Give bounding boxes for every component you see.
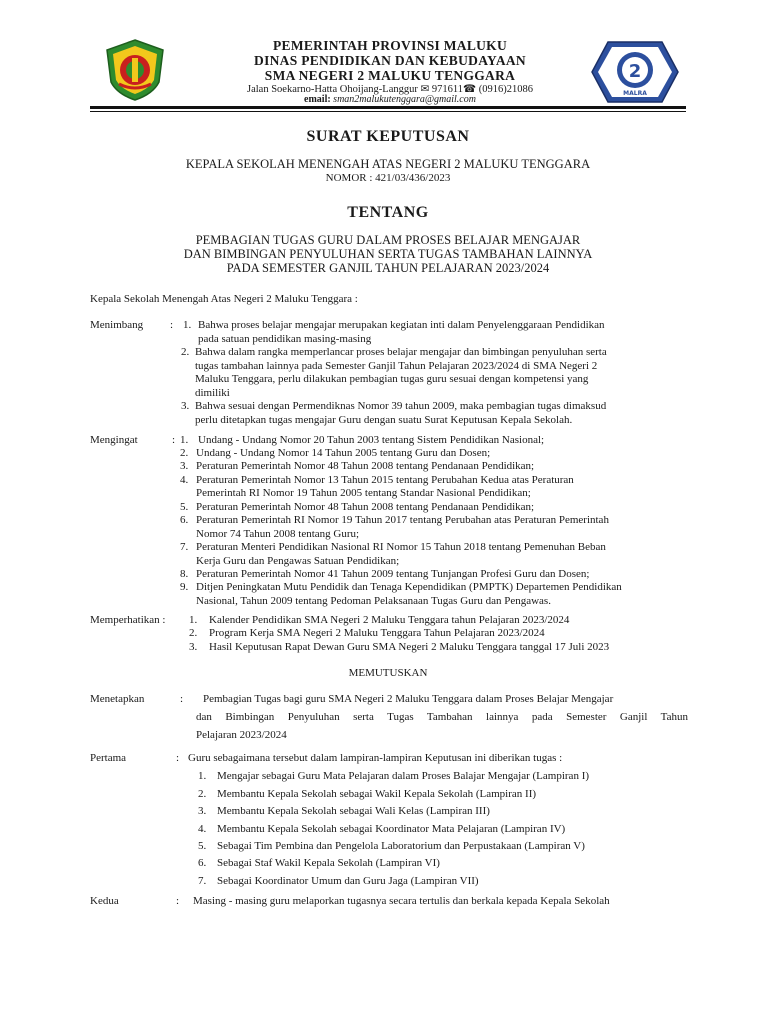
mengingat-num-4: 4. [180,474,189,486]
mengingat-item-8: Peraturan Pemerintah Nomor 41 Tahun 2009 tentang Tunjangan Profesi Guru dan Dosen; [196,568,590,580]
menimbang-item-1: Bahwa proses belajar mengajar merupakan kegiatan inti dalam Penyelenggaraan Pendidikan [198,319,605,331]
pertama-num-5: 5. [198,840,207,852]
mengingat-item-1: Undang - Undang Nomor 20 Tahun 2003 tentang Sistem Pendidikan Nasional; [198,434,545,446]
menimbang-num-1: 1. [183,319,192,331]
mengingat-item-7-cont: Kerja Guru dan Pengawas Satuan Pendidikan; [196,555,400,567]
memperhatikan-num-3: 3. [189,641,198,653]
tentang-heading: TENTANG [347,204,429,221]
memperhatikan-item-2: Program Kerja SMA Negeri 2 Maluku Tenggara Tahun Pelajaran 2023/2024 [209,627,545,639]
mengingat-num-9: 9. [180,581,189,593]
kedua-label: Kedua [90,895,119,907]
mengingat-num-5: 5. [180,501,189,513]
school-emblem-logo [590,40,680,104]
mengingat-item-4-cont: Pemerintah RI Nomor 19 Tahun 2005 tentang Standar Nasional Pendidikan; [196,487,531,499]
issuer-line: KEPALA SEKOLAH MENENGAH ATAS NEGERI 2 MALUKU TENGGARA [185,157,591,171]
pertama-item-4: Membantu Kepala Sekolah sebagai Koordinator Mata Pelajaran (Lampiran IV) [217,823,566,835]
memperhatikan-label: Memperhatikan : [90,614,166,626]
mengingat-item-6: Peraturan Pemerintah RI Nomor 19 Tahun 2017 tentang Perubahan atas Peraturan Pemerintah [196,514,609,526]
pertama-item-2: Membantu Kepala Sekolah sebagai Wakil Kepala Sekolah (Lampiran II) [217,788,537,800]
memutuskan-heading: MEMUTUSKAN [348,667,428,679]
intro-statement: Kepala Sekolah Menengah Atas Negeri 2 Maluku Tenggara : [90,293,358,305]
mengingat-colon: : [172,434,176,446]
pertama-num-3: 3. [198,805,207,817]
mengingat-item-7: Peraturan Menteri Pendidikan Nasional RI Nomor 15 Tahun 2018 tentang Pemenuhan Beban [196,541,606,553]
email-label: email: [304,94,331,105]
letterhead-department: DINAS PENDIDIKAN DAN KEBUDAYAAN [254,53,526,68]
mengingat-item-4: Peraturan Pemerintah Nomor 13 Tahun 2015 tentang Perubahan Kedua atas Peraturan [196,474,574,486]
header-rule-thick [90,106,686,109]
menimbang-num-2: 2. [181,346,190,358]
subject-line-3: PADA SEMESTER GANJIL TAHUN PELAJARAN 2023/2024 [226,261,550,275]
subject-line-1: PEMBAGIAN TUGAS GURU DALAM PROSES BELAJAR MENGAJAR [195,233,581,247]
pertama-num-4: 4. [198,823,207,835]
mengingat-num-3: 3. [180,460,189,472]
mengingat-item-9-cont: Nasional, Tahun 2009 tentang Pedoman Pelaksanaan Tugas Guru dan Pengawas. [196,595,551,607]
letterhead-address: Jalan Soekarno-Hatta Ohoijang-Langgur ✉ 971611☎ (0916)21086 [247,84,533,95]
kedua-text: Masing - masing guru melaporkan tugasnya secara tertulis dan berkala kepada Kepala Sekolah [193,895,610,907]
memperhatikan-item-3: Hasil Keputusan Rapat Dewan Guru SMA Negeri 2 Maluku Tenggara tanggal 17 Juli 2023 [209,641,610,653]
menimbang-item-3-cont: perlu ditetapkan tugas mengajar Guru dengan suatu Surat Keputusan Kepala Sekolah. [195,414,573,426]
pertama-colon: : [176,752,180,764]
memperhatikan-num-1: 1. [189,614,198,626]
pertama-item-7: Sebagai Koordinator Umum dan Guru Jaga (Lampiran VII) [217,875,479,887]
letterhead-government: PEMERINTAH PROVINSI MALUKU [272,38,508,53]
menetapkan-line-3: Pelajaran 2023/2024 [196,729,287,741]
pertama-item-5: Sebagai Tim Pembina dan Pengelola Laboratorium dan Perpustakaan (Lampiran V) [217,840,585,852]
menimbang-item-2-cont-2: Maluku Tenggara, perlu dilakukan pembagian tugas guru sesuai dengan kompetensi yang [195,373,589,385]
pertama-num-2: 2. [198,788,207,800]
document-number: NOMOR : 421/03/436/2023 [325,172,451,184]
menetapkan-colon: : [180,693,184,705]
menetapkan-label: Menetapkan [90,693,145,705]
menimbang-item-2: Bahwa dalam rangka memperlancar proses belajar mengajar dan bimbingan penyuluhan serta [195,346,607,358]
menetapkan-line-1: Pembagian Tugas bagi guru SMA Negeri 2 Maluku Tenggara dalam Proses Belajar Mengajar [203,693,614,705]
mengingat-item-9: Ditjen Peningkatan Mutu Pendidik dan Tenaga Kependidikan (PMPTK) Departemen Pendidikan [196,581,622,593]
menimbang-item-2-cont-1: tugas tambahan lainnya pada Semester Ganjil Tahun Pelajaran 2023/2024 di SMA Negeri 2 [195,360,598,372]
pertama-item-1: Mengajar sebagai Guru Mata Pelajaran dalam Proses Balajar Mengajar (Lampiran I) [217,770,590,782]
menetapkan-line-2: dan Bimbingan Penyuluhan serta Tugas Tambahan lainnya pada Semester Ganjil Tahun [196,711,688,723]
mengingat-item-5: Peraturan Pemerintah Nomor 48 Tahun 2008 tentang Pendanaan Pendidikan; [196,501,535,513]
pertama-num-6: 6. [198,857,207,869]
pertama-num-1: 1. [198,770,207,782]
letterhead-school: SMA NEGERI 2 MALUKU TENGGARA [264,68,516,83]
pertama-num-7: 7. [198,875,207,887]
menimbang-num-3: 3. [181,400,190,412]
mengingat-item-3: Peraturan Pemerintah Nomor 48 Tahun 2008 tentang Pendanaan Pendidikan; [196,460,535,472]
letterhead-email [190,94,590,105]
provincial-emblem-logo [103,38,167,102]
mengingat-num-7: 7. [180,541,189,553]
logo-malra-text: MALRA [623,90,647,97]
mengingat-item-2: Undang - Undang Nomor 14 Tahun 2005 tentang Guru dan Dosen; [196,447,491,459]
mengingat-num-8: 8. [180,568,189,580]
header-rule-thin [90,111,686,112]
document-title: SURAT KEPUTUSAN [306,128,470,145]
menimbang-item-3: Bahwa sesuai dengan Permendiknas Nomor 39 tahun 2009, maka pembagian tugas dimaksud [195,400,607,412]
svg-text:2: 2 [628,61,642,82]
pertama-item-6: Sebagai Staf Wakil Kepala Sekolah (Lampiran VI) [217,857,440,869]
menimbang-label: Menimbang [90,319,144,331]
mengingat-num-2: 2. [180,447,189,459]
pertama-intro: Guru sebagaimana tersebut dalam lampiran-lampiran Keputusan ini diberikan tugas : [188,752,563,764]
mengingat-label: Mengingat [90,434,138,446]
menimbang-item-1-cont: pada satuan pendidikan masing-masing [198,333,372,345]
kedua-colon: : [176,895,180,907]
mengingat-num-1: 1. [180,434,189,446]
email-value: sman2malukutenggara@gmail.com [333,94,476,105]
mengingat-item-6-cont: Nomor 74 Tahun 2008 tentang Guru; [196,528,360,540]
menimbang-item-2-cont-3: dimiliki [195,387,230,399]
mengingat-num-6: 6. [180,514,189,526]
subject-line-2: DAN BIMBINGAN PENYULUHAN SERTA TUGAS TAMBAHAN LAINNYA [183,247,593,261]
memperhatikan-num-2: 2. [189,627,198,639]
pertama-label: Pertama [90,752,127,764]
memperhatikan-item-1: Kalender Pendidikan SMA Negeri 2 Maluku Tenggara tahun Pelajaran 2023/2024 [209,614,570,626]
pertama-item-3: Membantu Kepala Sekolah sebagai Wali Kelas (Lampiran III) [217,805,490,817]
menimbang-colon: : [170,319,174,331]
